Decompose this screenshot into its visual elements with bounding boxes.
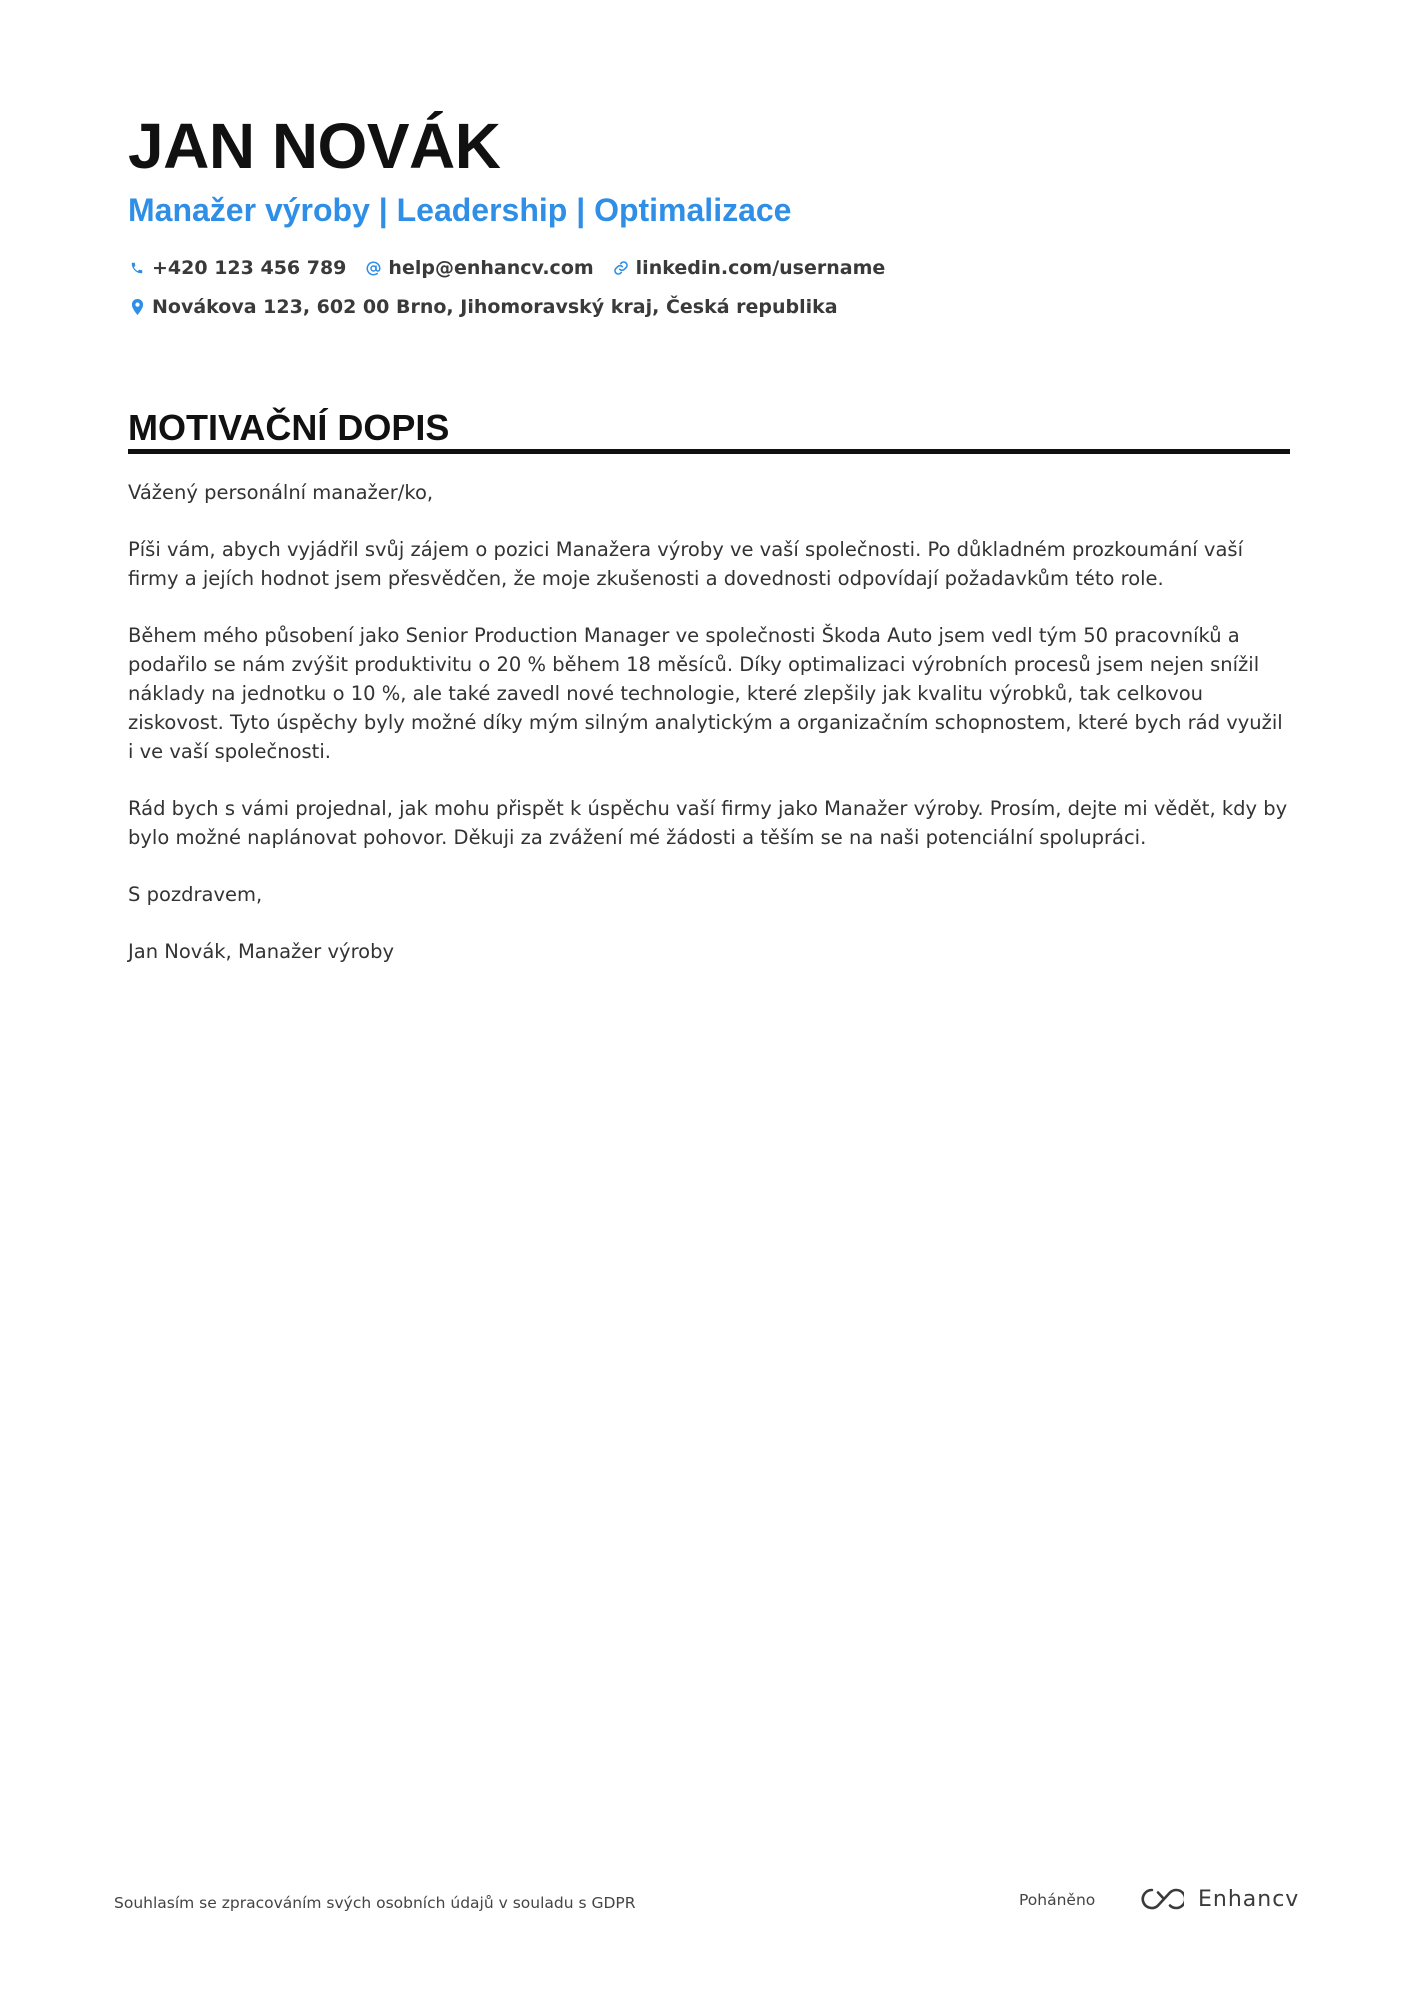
section-title: MOTIVAČNÍ DOPIS	[128, 407, 450, 448]
contact-phone	[128, 257, 346, 279]
phone-icon	[128, 259, 146, 277]
candidate-headline: Manažer výroby | Leadership | Optimalizace	[128, 192, 792, 228]
contact-address	[128, 296, 838, 318]
contact-row-primary	[128, 254, 903, 282]
powered-by-label: Poháněno	[1019, 1891, 1096, 1909]
at-sign-icon	[364, 259, 382, 277]
contact-linkedin-text[interactable]: linkedin.com/username	[635, 257, 886, 279]
link-icon	[612, 259, 630, 277]
contact-email-text[interactable]: help@enhancv.com	[388, 257, 594, 279]
contact-phone-text: +420 123 456 789	[152, 257, 347, 279]
letter-salutation: Vážený personální manažer/ko,	[128, 481, 434, 504]
contact-email[interactable]	[364, 257, 593, 279]
candidate-name: JAN NOVÁK	[128, 110, 501, 182]
section-divider	[128, 449, 1290, 454]
map-pin-icon	[128, 298, 146, 316]
letter-paragraph-2: Během mého působení jako Senior Production Manager ve společnosti Škoda Auto jsem vedl tým 50 pracovníků a podařilo se nám zvýšit produktivitu o 20 % během 18 měsíců. Díky optimalizaci výrobních procesů jsem nejen snížil náklady na jednotku o 10 %, ale také zavedl nové technologie, které zlepšily jak kvalitu výrobků, tak celkovou ziskovost. Tyto úspěchy byly možné díky mým silným analytickým a organizačním schopnostem, které bych rád využil i ve vaší společnosti.	[128, 624, 1283, 763]
gdpr-consent-text: Souhlasím se zpracováním svých osobních údajů v souladu s GDPR	[114, 1894, 636, 1912]
letter-paragraph-3: Rád bych s vámi projednal, jak mohu přispět k úspěchu vaší firmy jako Manažer výroby. Prosím, dejte mi vědět, kdy by bylo možné naplánovat pohovor. Děkuji za zvážení mé žádosti a těším se na naši potenciální spolupráci.	[128, 797, 1288, 849]
letter-closing: S pozdravem,	[128, 883, 263, 906]
contact-row-address	[128, 293, 856, 321]
contact-address-text: Novákova 123, 602 00 Brno, Jihomoravský kraj, Česká republika	[152, 296, 838, 318]
letter-signature: Jan Novák, Manažer výroby	[128, 940, 395, 963]
enhancv-logo-text: Enhancv	[1198, 1886, 1300, 1912]
enhancv-logo-icon	[1138, 1886, 1184, 1912]
contact-linkedin[interactable]	[612, 257, 886, 279]
letter-paragraph-1: Píši vám, abych vyjádřil svůj zájem o pozici Manažera výroby ve vaší společnosti. Po důkladném prozkoumání vaší firmy a jejích hodnot jsem přesvědčen, že moje zkušenosti a dovednosti odpovídají požadavkům této role.	[128, 538, 1243, 590]
enhancv-logo[interactable]	[1138, 1886, 1299, 1912]
letter-body	[128, 478, 1290, 994]
